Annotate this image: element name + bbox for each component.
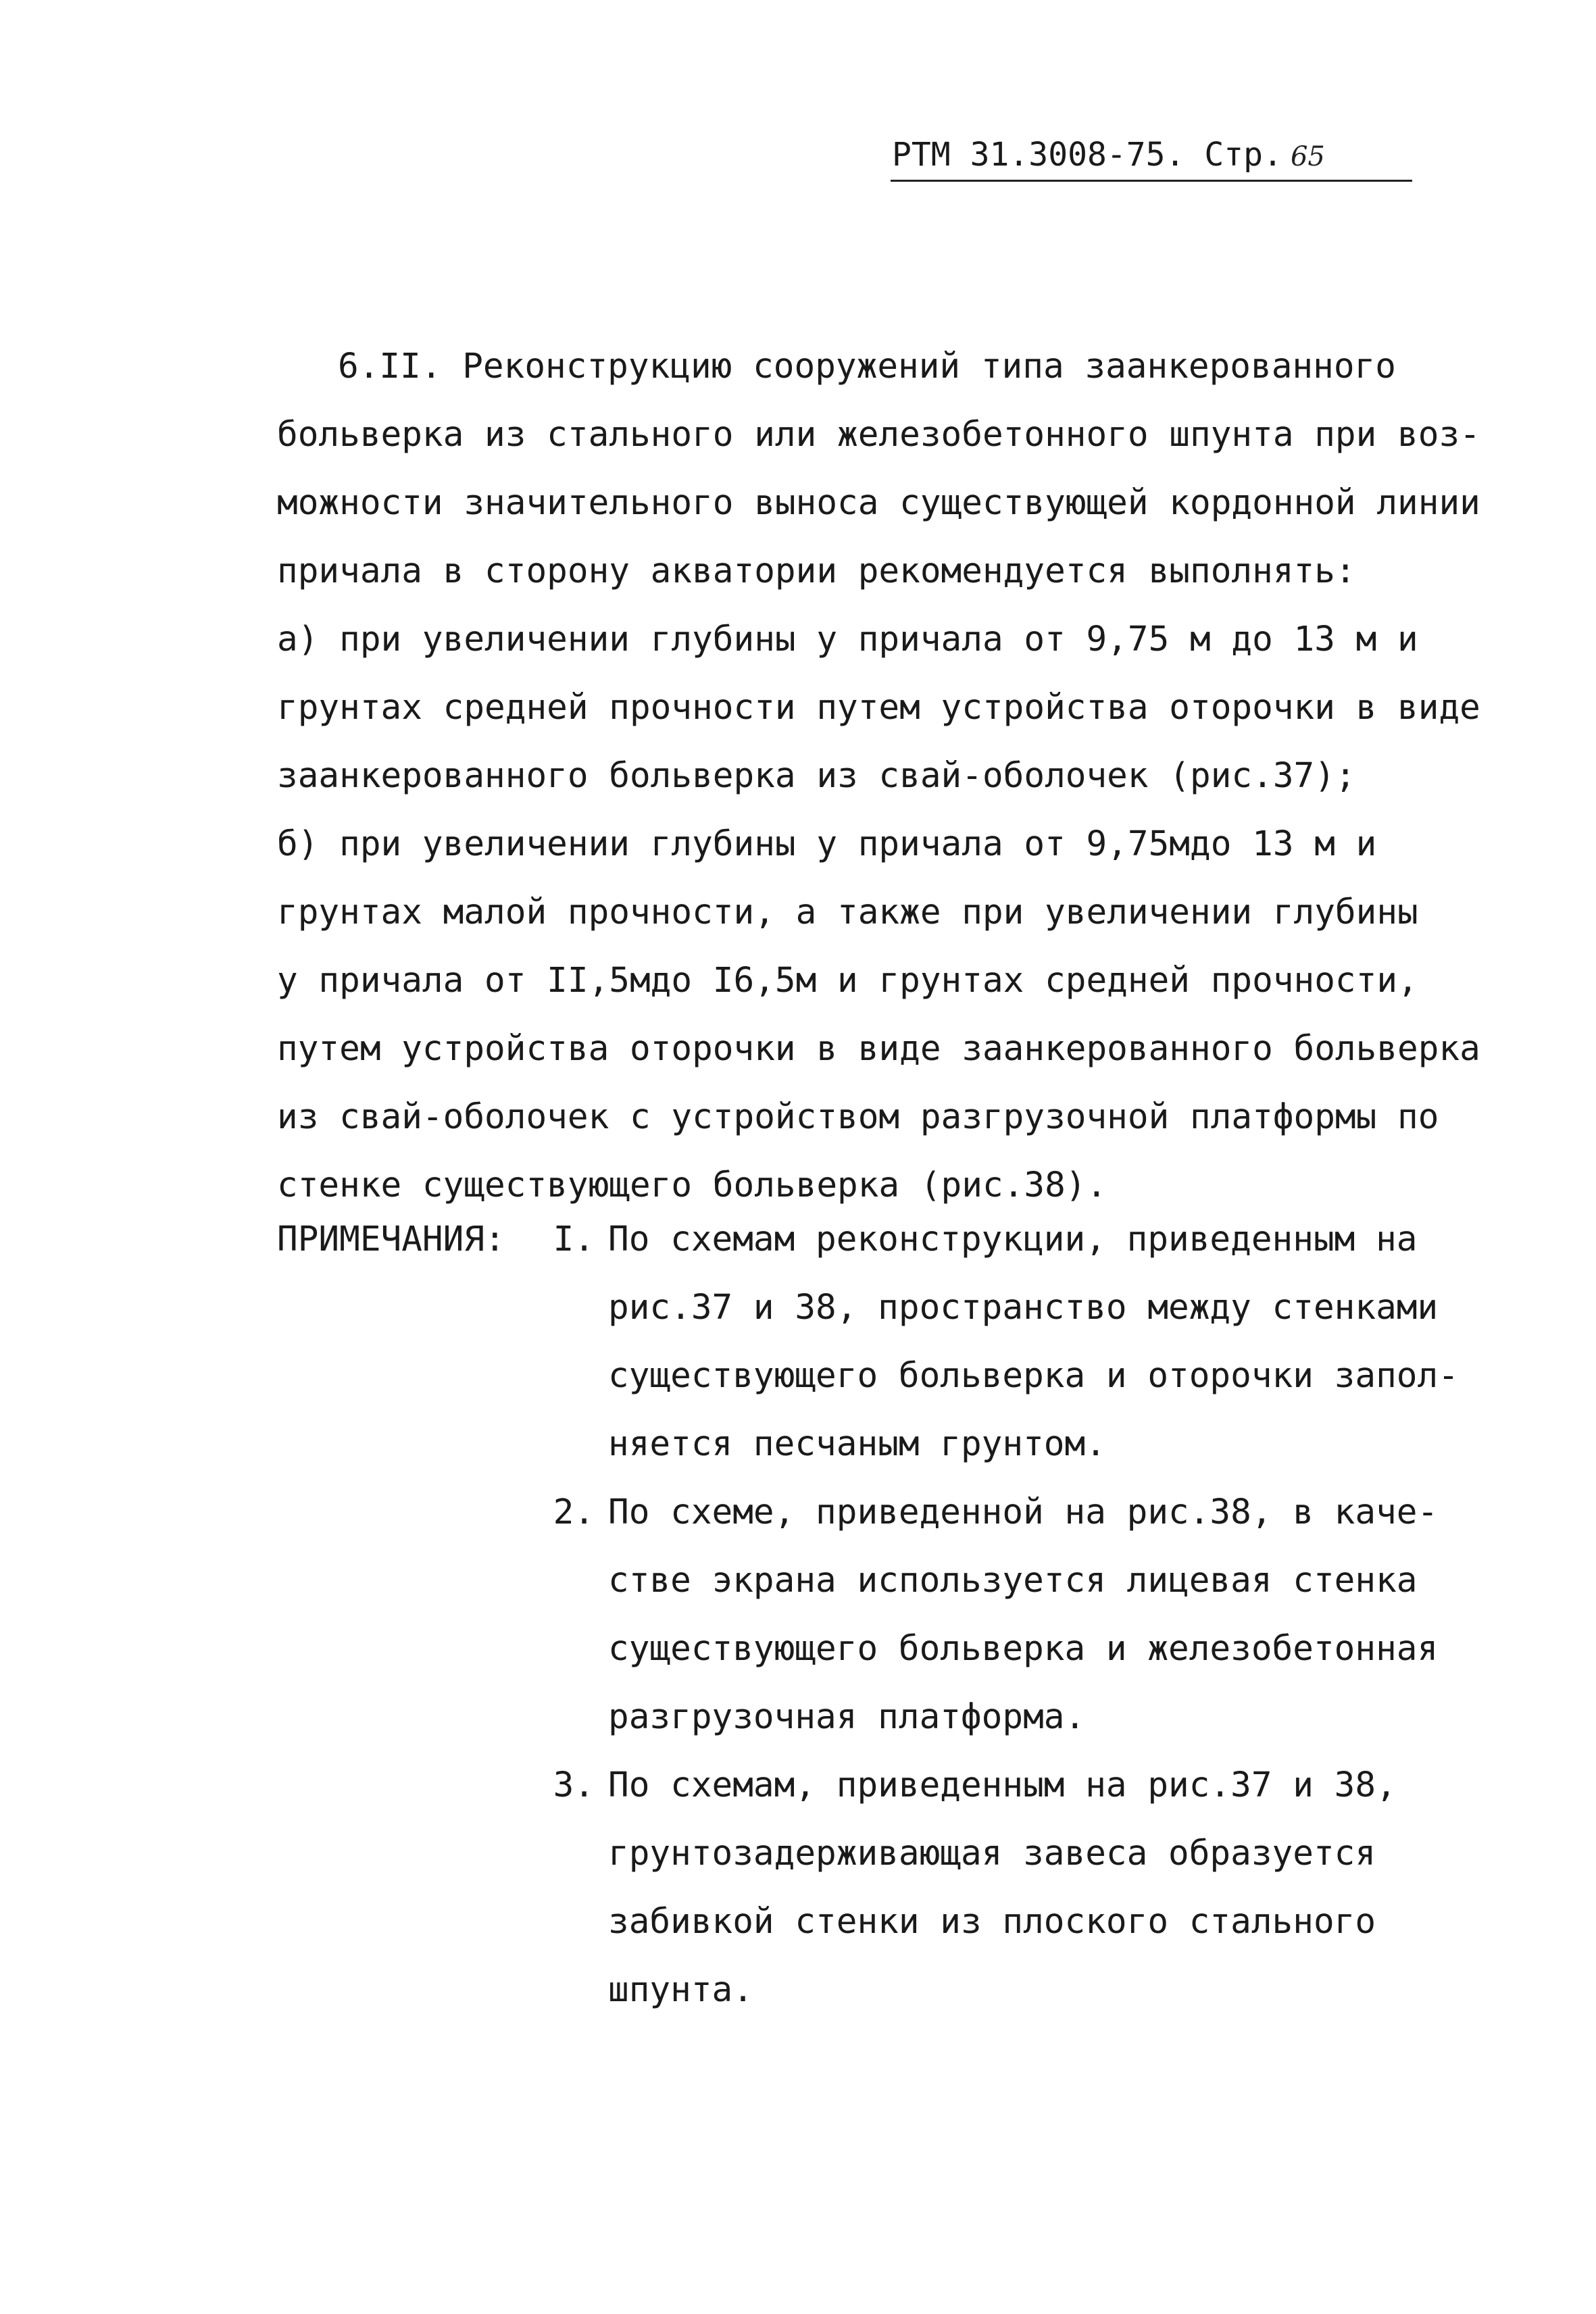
document-code: РТМ 31.3008-75. Стр. [892, 136, 1282, 174]
paragraph-line: из свай-оболочек с устройством разгрузочной платформы по [277, 1097, 1439, 1137]
note-line: стве экрана используется лицевая стенка [608, 1561, 1418, 1601]
note-number: 2. [553, 1492, 595, 1532]
note-line: существующего больверка и оторочки запол- [608, 1356, 1459, 1396]
note-line: шпунта. [608, 1970, 753, 2010]
paragraph-line: путем устройства оторочки в виде заанкерованного больверка [277, 1029, 1480, 1069]
paragraph-line: больверка из стального или железобетонного шпунта при воз- [277, 415, 1480, 455]
paragraph-line: а) при увеличении глубины у причала от 9,75 м до 13 м и [277, 620, 1418, 659]
paragraph-line: грунтах средней прочности путем устройства оторочки в виде [277, 688, 1480, 728]
note-number: I. [553, 1219, 595, 1259]
paragraph-line: заанкерованного больверка из свай-оболочек (рис.37); [277, 756, 1356, 796]
note-line: существующего больверка и железобетонная [608, 1629, 1439, 1669]
paragraph-line: б) при увеличении глубины у причала от 9,75мдо 13 м и [277, 824, 1377, 864]
paragraph-line: стенке существующего больверка (рис.38). [277, 1165, 1107, 1205]
section-paragraph [277, 332, 1514, 1219]
header-underline [891, 180, 1412, 182]
paragraph-line: можности значительного выноса существующей кордонной линии [277, 483, 1480, 523]
paragraph-line: 6.II. Реконструкцию сооружений типа заанкерованного [338, 347, 1396, 386]
note-line: По схемам, приведенным на рис.37 и 38, [608, 1765, 1397, 1805]
note-text [608, 1205, 1459, 1478]
note-line: грунтозадерживающая завеса образуется [608, 1834, 1376, 1873]
note-text [608, 1478, 1438, 1751]
paragraph-line: у причала от II,5мдо I6,5м и грунтах средней прочности, [277, 961, 1418, 1001]
notes-label: ПРИМЕЧАНИЯ: [277, 1219, 505, 1259]
note-line: забивкой стенки из плоского стального [608, 1902, 1376, 1942]
page-number: 65 [1290, 141, 1325, 172]
paragraph-line: грунтах малой прочности, а также при увеличении глубины [277, 892, 1418, 932]
note-line: разгрузочная платформа. [608, 1697, 1086, 1737]
note-line: По схеме, приведенной на рис.38, в каче- [608, 1492, 1439, 1532]
note-text [608, 1751, 1397, 2024]
note-line: рис.37 и 38, пространство между стенками [608, 1288, 1439, 1328]
note-line: По схемам реконструкции, приведенным на [608, 1219, 1418, 1259]
paragraph-line: причала в сторону акватории рекомендуется выполнять: [277, 551, 1356, 591]
note-number: 3. [553, 1765, 595, 1805]
page-header [892, 136, 1325, 174]
note-line: няется песчаным грунтом. [608, 1424, 1106, 1464]
